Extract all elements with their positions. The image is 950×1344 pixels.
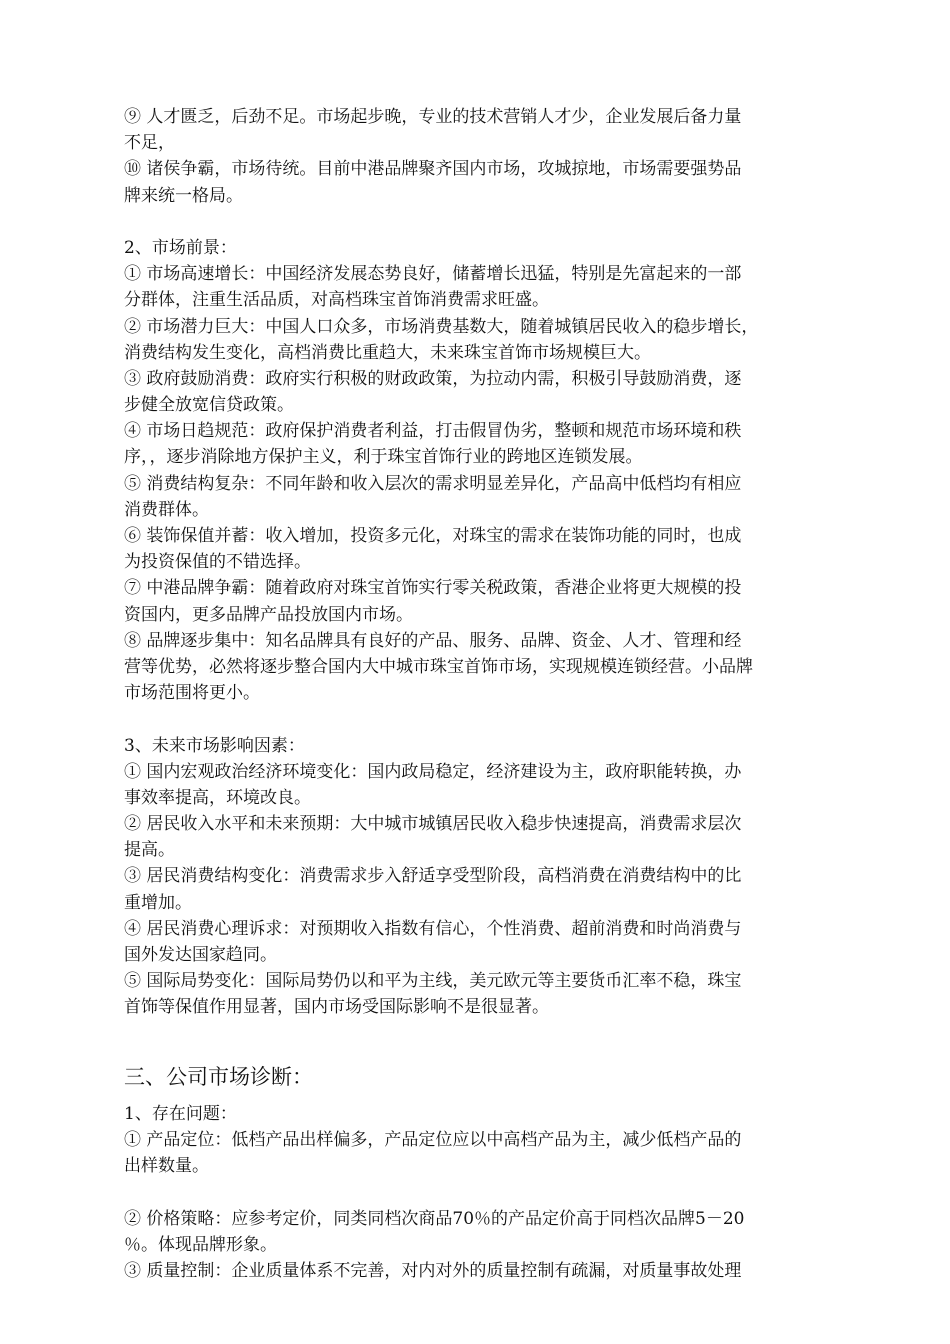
text-line: ⑦ 中港品牌争霸：随着政府对珠宝首饰实行零关税政策，香港企业将更大规模的投 [124, 578, 742, 599]
text-line: 3、未来市场影响因素： [124, 735, 305, 756]
text-line: 不足， [124, 133, 175, 154]
text-line: 1、存在问题： [124, 1103, 237, 1124]
text-line: ① 市场高速增长：中国经济发展态势良好，储蓄增长迅猛，特别是先富起来的一部 [124, 264, 742, 285]
text-line [124, 1179, 832, 1205]
text-line: ① 产品定位：低档产品出样偏多，产品定位应以中高档产品为主，减少低档产品的 [124, 1129, 742, 1150]
text-line: 牌来统一格局。 [124, 185, 243, 206]
text-line: ⑩ 诸侯争霸，市场待统。目前中港品牌聚齐国内市场，攻城掠地，市场需要强势品 [124, 159, 742, 180]
text-line: 消费结构发生变化，高档消费比重趋大，未来珠宝首饰市场规模巨大。 [124, 342, 651, 363]
text-line: 出样数量。 [124, 1156, 209, 1177]
text-line: ⑧ 品牌逐步集中：知名品牌具有良好的产品、服务、品牌、资金、人才、管理和经 [124, 630, 742, 651]
text-line: 市场范围将更小。 [124, 683, 260, 704]
text-line: ② 市场潜力巨大：中国人口众多，市场消费基数大，随着城镇居民收入的稳步增长， [124, 316, 759, 337]
text-line: 事效率提高，环境改良。 [124, 787, 311, 808]
section-heading: 三、公司市场诊断： [124, 1064, 313, 1089]
text-line: ③ 质量控制：企业质量体系不完善，对内对外的质量控制有疏漏，对质量事故处理 [124, 1260, 742, 1281]
text-block-2 [124, 1101, 832, 1284]
text-line: ① 国内宏观政治经济环境变化：国内政局稳定，经济建设为主，政府职能转换，办 [124, 761, 742, 782]
text-line: 提高。 [124, 840, 175, 861]
text-line: ⑤ 国际局势变化：国际局势仍以和平为主线，美元欧元等主要货币汇率不稳，珠宝 [124, 971, 742, 992]
text-line: 资国内，更多品牌产品投放国内市场。 [124, 604, 413, 625]
text-line: ④ 居民消费心理诉求：对预期收入指数有信心，个性消费、超前消费和时尚消费与 [124, 918, 742, 939]
text-line: ⑥ 装饰保值并蓄：收入增加，投资多元化，对珠宝的需求在装饰功能的同时，也成 [124, 526, 742, 546]
text-line: 分群体，注重生活品质，对高档珠宝首饰消费需求旺盛。 [124, 290, 549, 311]
text-line: 营等优势，必然将逐步整合国内大中城市珠宝首饰市场，实现规模连锁经营。小品牌 [124, 656, 753, 677]
text-line: ④ 市场日趋规范：政府保护消费者利益，打击假冒伪劣，整顿和规范市场环境和秩 [124, 421, 742, 442]
text-line: ③ 政府鼓励消费：政府实行积极的财政政策，为拉动内需，积极引导鼓励消费，逐 [124, 368, 742, 389]
text-line [124, 706, 832, 732]
text-line [124, 209, 832, 235]
document-page [124, 104, 832, 1284]
text-line: 首饰等保值作用显著，国内市场受国际影响不是很显著。 [124, 997, 549, 1018]
text-line: 重增加。 [124, 892, 192, 913]
text-line: ％。体现品牌形象。 [124, 1234, 277, 1255]
text-line: 序，，逐步消除地方保护主义，利于珠宝首饰行业的跨地区连锁发展。 [124, 447, 643, 468]
text-line: ③ 居民消费结构变化：消费需求步入舒适享受型阶段，高档消费在消费结构中的比 [124, 866, 742, 887]
text-line [124, 1021, 832, 1047]
text-line: 国外发达国家趋同。 [124, 945, 277, 965]
text-line: 为投资保值的不错选择。 [124, 552, 311, 573]
text-line: 2、市场前景： [124, 237, 237, 258]
text-block-1 [124, 104, 832, 1047]
text-line: ⑤ 消费结构复杂：不同年龄和收入层次的需求明显差异化，产品高中低档均有相应 [124, 473, 742, 494]
text-line: 步健全放宽信贷政策。 [124, 395, 294, 416]
text-line: ② 居民收入水平和未来预期：大中城市城镇居民收入稳步快速提高，消费需求层次 [124, 814, 742, 835]
text-line: ⑨ 人才匮乏，后劲不足。市场起步晚，专业的技术营销人才少，企业发展后备力量 [124, 107, 742, 127]
text-line: ② 价格策略：应参考定价，同类同档次商品70％的产品定价高于同档次品牌5－20 [124, 1208, 745, 1229]
text-line: 消费群体。 [124, 499, 209, 520]
